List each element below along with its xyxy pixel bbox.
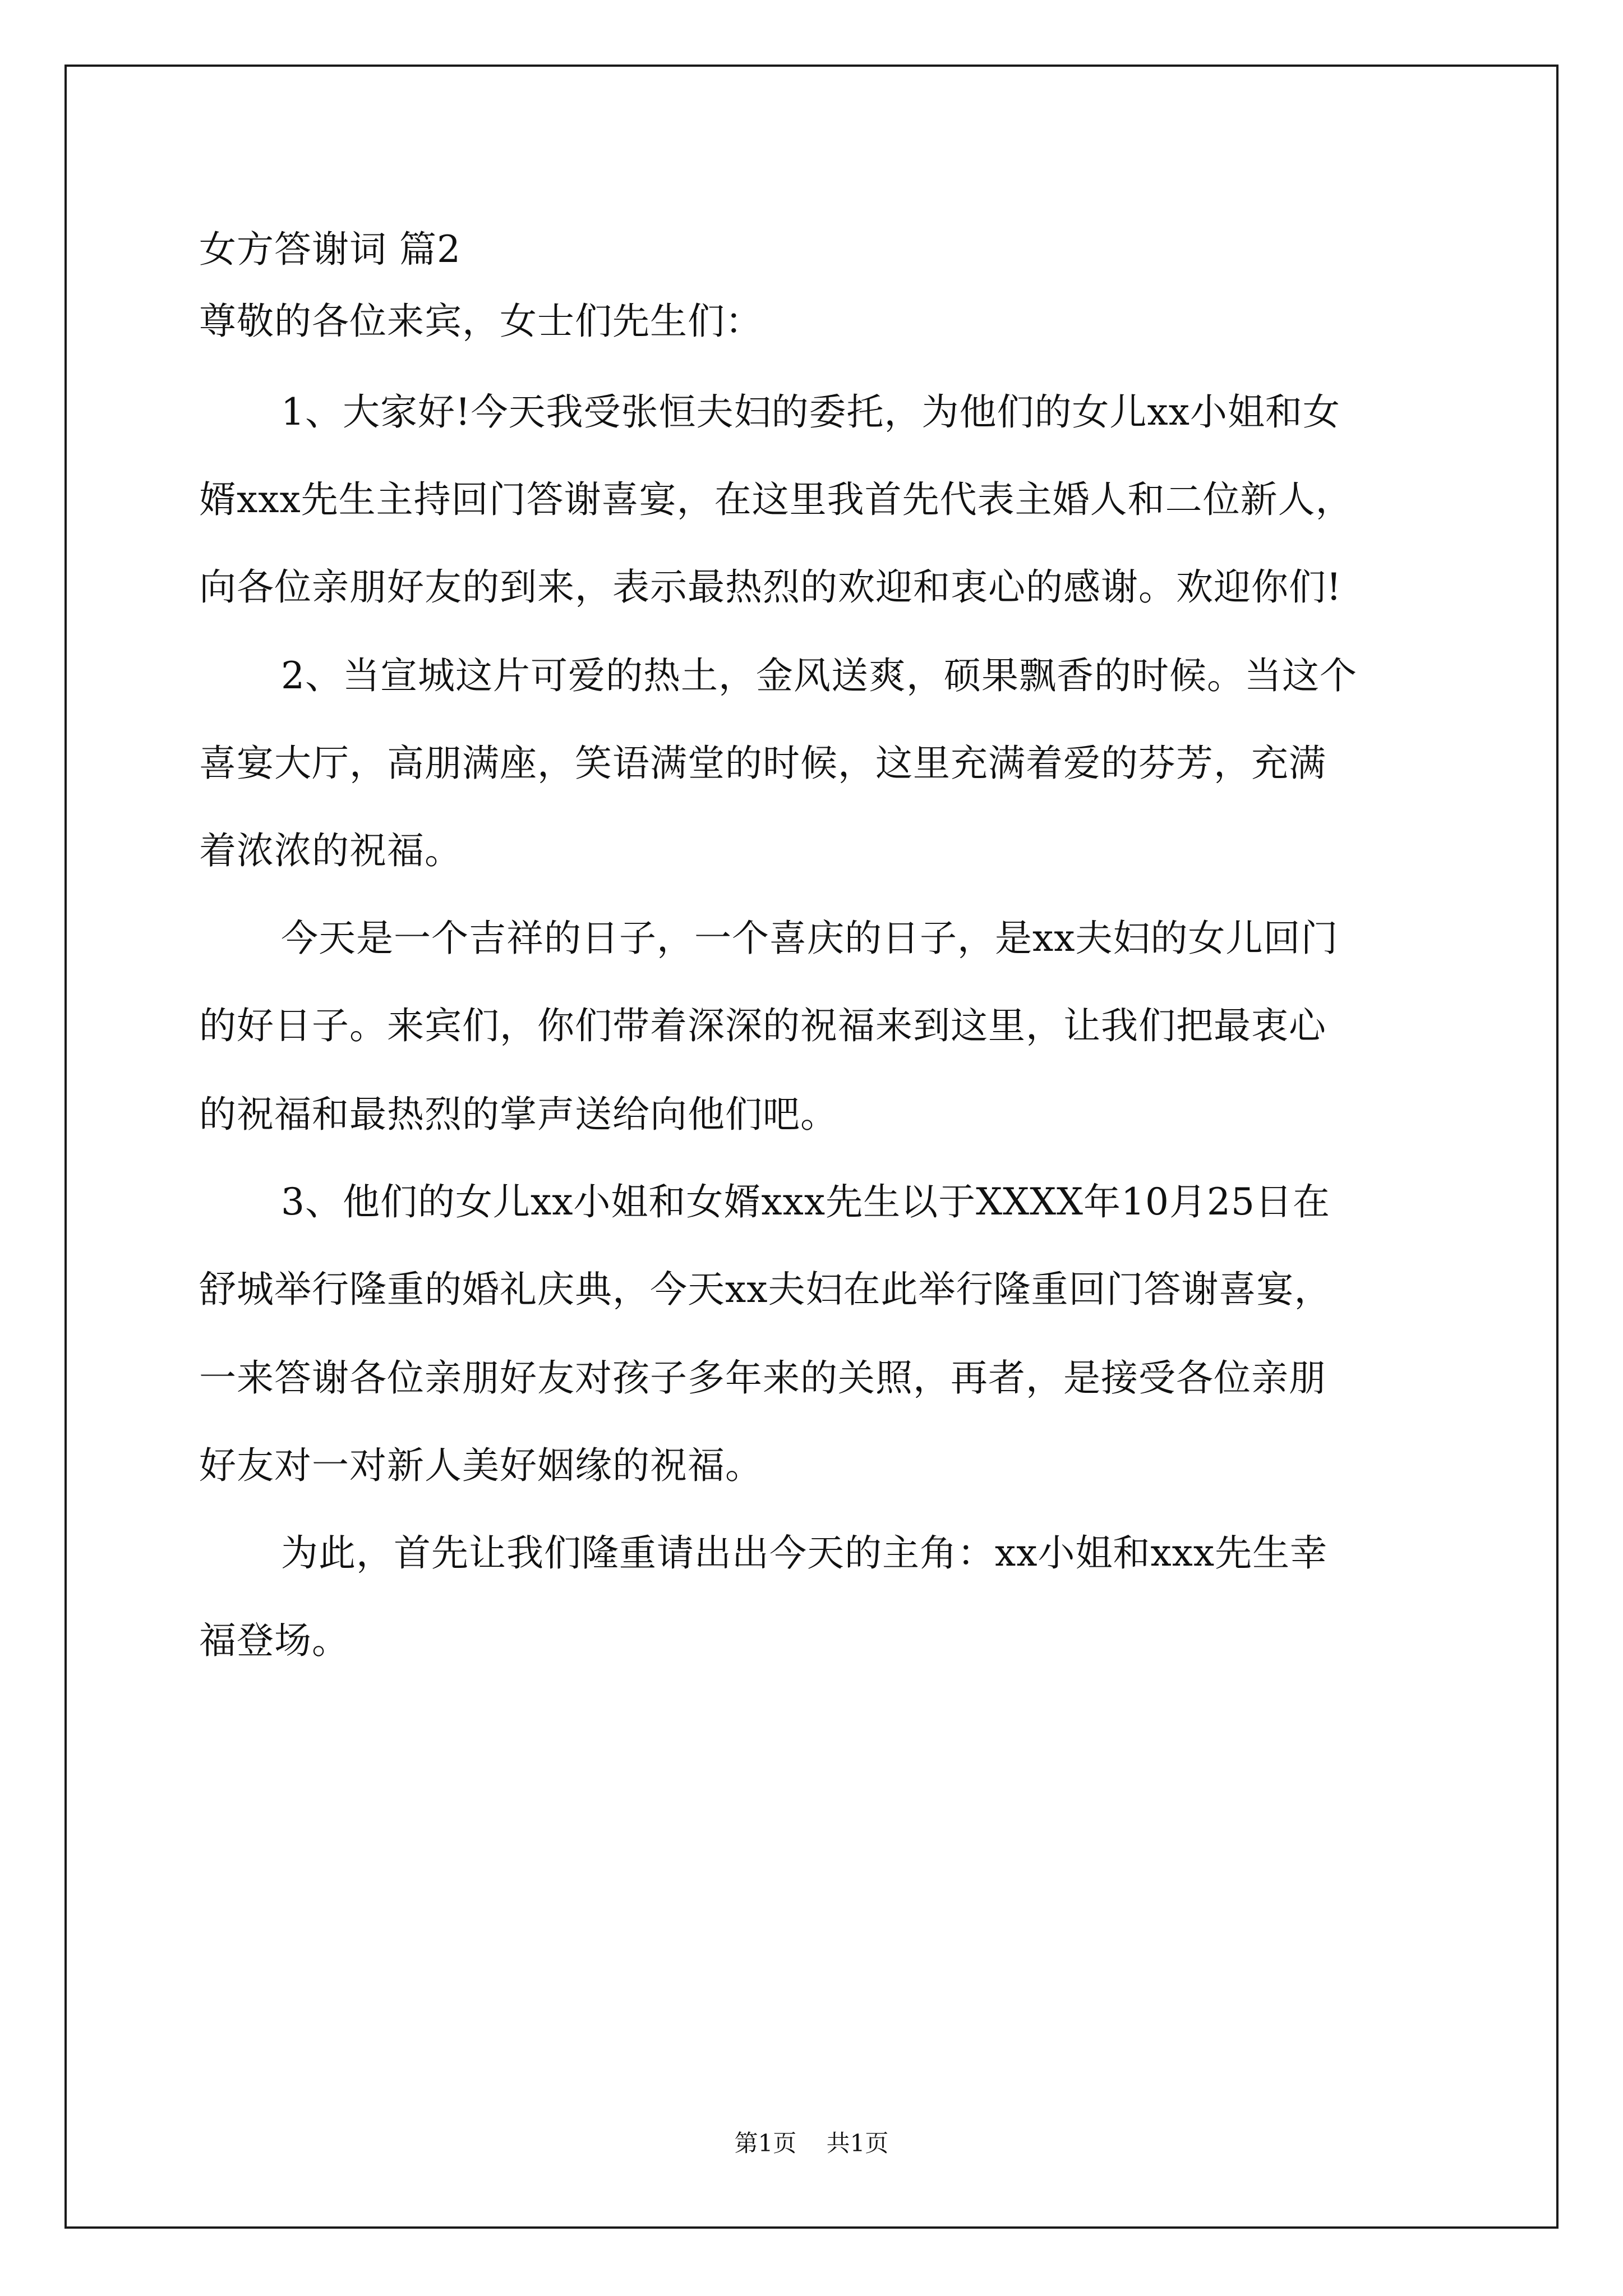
paragraph-line: 向各位亲朋好友的到来，表示最热烈的欢迎和衷心的感谢。欢迎你们! [199, 565, 1342, 609]
paragraph-line: 好友对一对新人美好姻缘的祝福。 [199, 1444, 763, 1487]
paragraph-line: 的好日子。来宾们，你们带着深深的祝福来到这里，让我们把最衷心 [199, 1004, 1326, 1047]
page-total: 共1页 [826, 2129, 889, 2157]
paragraph-line: 喜宴大厅，高朋满座，笑语满堂的时候，这里充满着爱的芬芳，充满 [199, 742, 1326, 785]
salutation: 尊敬的各位来宾，女士们先生们： [199, 300, 763, 343]
paragraph-line: 舒城举行隆重的婚礼庆典，今天xx夫妇在此举行隆重回门答谢喜宴， [199, 1268, 1332, 1311]
paragraph-line: 的祝福和最热烈的掌声送给向他们吧。 [199, 1093, 838, 1136]
document-title: 女方答谢词 篇2 [199, 228, 461, 271]
paragraph-line: 今天是一个吉祥的日子，一个喜庆的日子，是xx夫妇的女儿回门 [281, 917, 1339, 960]
page-border [64, 65, 1559, 2229]
page-number: 第1页 [734, 2129, 797, 2157]
paragraph-line: 福登场。 [199, 1619, 349, 1662]
paragraph-line: 1、大家好!今天我受张恒夫妇的委托，为他们的女儿xx小姐和女 [281, 390, 1340, 434]
paragraph-line: 着浓浓的祝福。 [199, 829, 462, 872]
page-footer [0, 2125, 1623, 2159]
paragraph-line: 婿xxx先生主持回门答谢喜宴，在这里我首先代表主婚人和二位新人， [199, 478, 1353, 521]
paragraph-line: 3、他们的女儿xx小姐和女婿xxx先生以于XXXX年10月25日在 [281, 1180, 1331, 1223]
paragraph-line: 一来答谢各位亲朋好友对孩子多年来的关照，再者，是接受各位亲朋 [199, 1356, 1326, 1400]
paragraph-line: 2、当宣城这片可爱的热土，金风送爽，硕果飘香的时候。当这个 [281, 654, 1357, 697]
paragraph-line: 为此，首先让我们隆重请出出今天的主角：xx小姐和xxx先生幸 [281, 1531, 1328, 1575]
